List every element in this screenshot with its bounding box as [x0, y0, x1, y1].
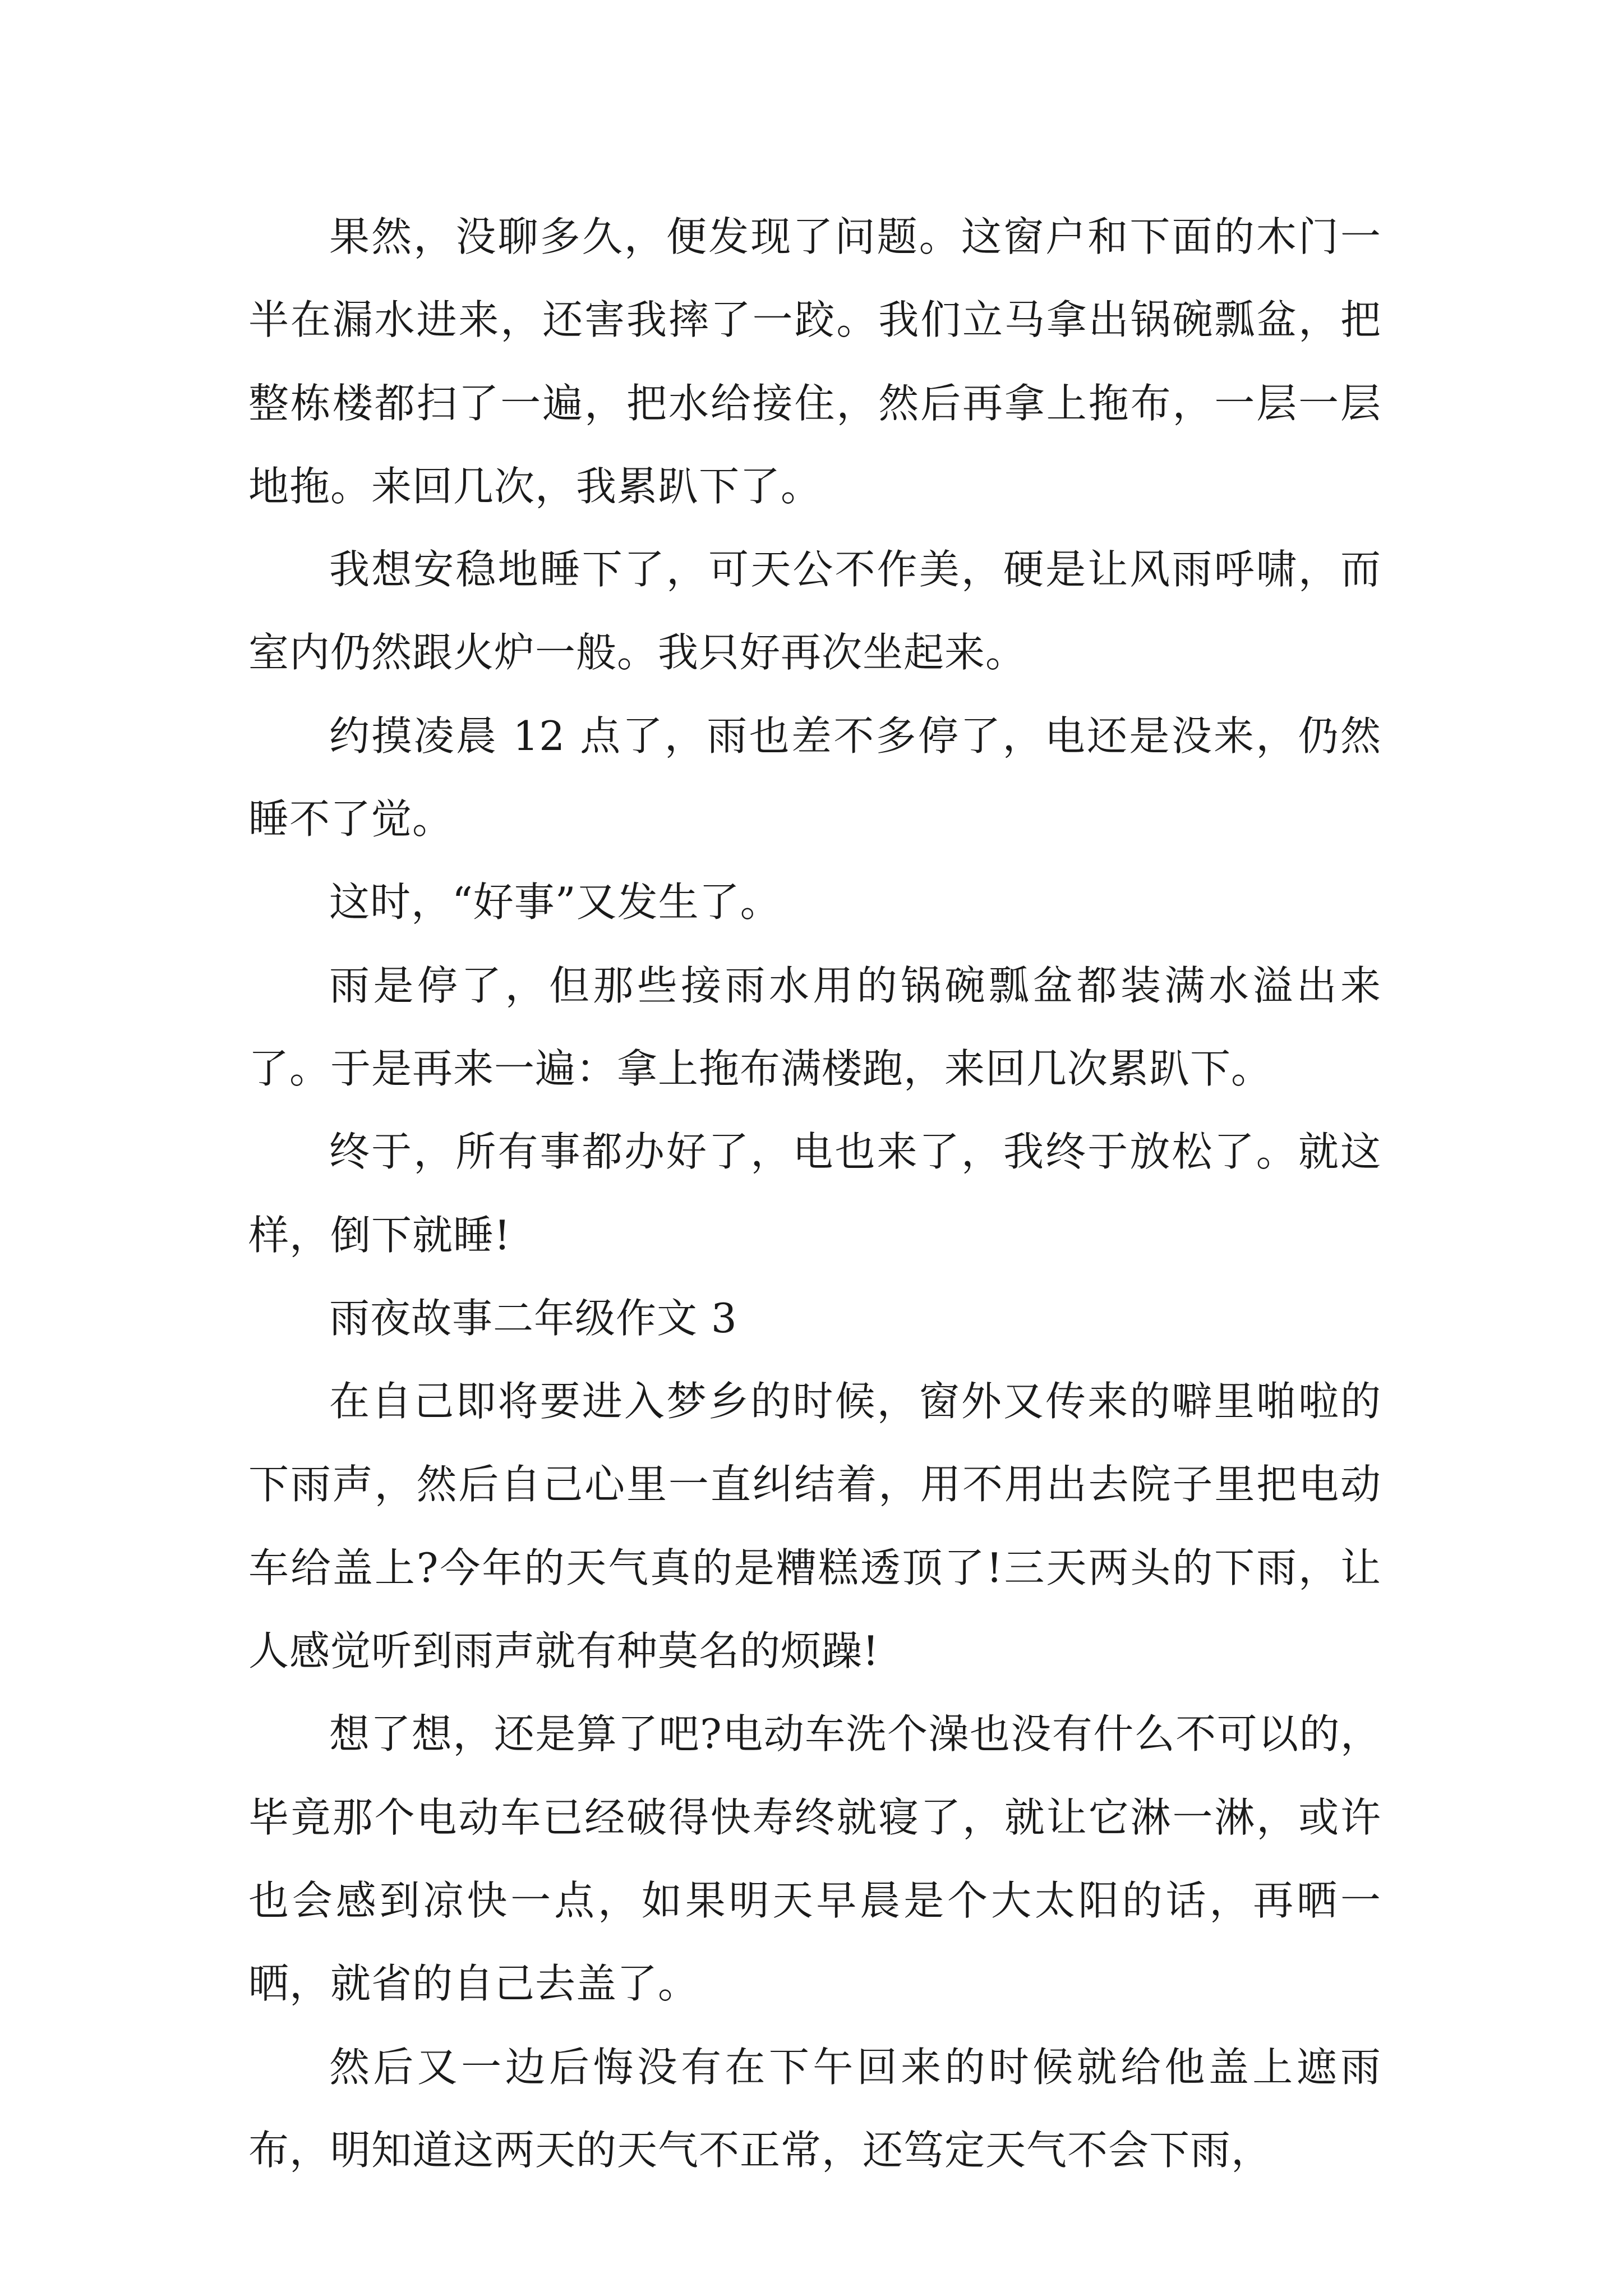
section-heading: 雨夜故事二年级作文 3: [329, 1294, 737, 1342]
paragraph: 然后又一边后悔没有在下午回来的时候就给他盖上遮雨布，明知道这两天的天气不正常，还笃定天气不会下雨，: [248, 2043, 1381, 2174]
paragraph: 雨是停了，但那些接雨水用的锅碗瓢盆都装满水溢出来了。于是再来一遍：拿上拖布满楼跑，来回几次累趴下。: [248, 961, 1381, 1092]
paragraph: 想了想，还是算了吧?电动车洗个澡也没有什么不可以的，毕竟那个电动车已经破得快寿终就寝了，就让它淋一淋，或许也会感到凉快一点，如果明天早晨是个大太阳的话，再晒一晒，就省的自己去盖了。: [248, 1710, 1381, 2008]
paragraph: 这时，“好事”又发生了。: [329, 878, 781, 926]
paragraph: 终于，所有事都办好了，电也来了，我终于放松了。就这样，倒下就睡!: [248, 1128, 1381, 1259]
paragraph: 在自己即将要进入梦乡的时候，窗外又传来的噼里啪啦的下雨声，然后自己心里一直纠结着，用不用出去院子里把电动车给盖上?今年的天气真的是糟糕透顶了!三天两头的下雨，让人感觉听到雨声就有种莫名的烦躁!: [248, 1378, 1381, 1675]
document-body: [248, 195, 1381, 2192]
paragraph: 约摸凌晨 12 点了，雨也差不多停了，电还是没来，仍然睡不了觉。: [248, 712, 1381, 843]
paragraph: 我想安稳地睡下了，可天公不作美，硬是让风雨呼啸，而室内仍然跟火炉一般。我只好再次坐起来。: [248, 546, 1381, 677]
paragraph: 果然，没聊多久，便发现了问题。这窗户和下面的木门一半在漏水进来，还害我摔了一跤。我们立马拿出锅碗瓢盆，把整栋楼都扫了一遍，把水给接住，然后再拿上拖布，一层一层地拖。来回几次，我累趴下了。: [248, 213, 1381, 510]
